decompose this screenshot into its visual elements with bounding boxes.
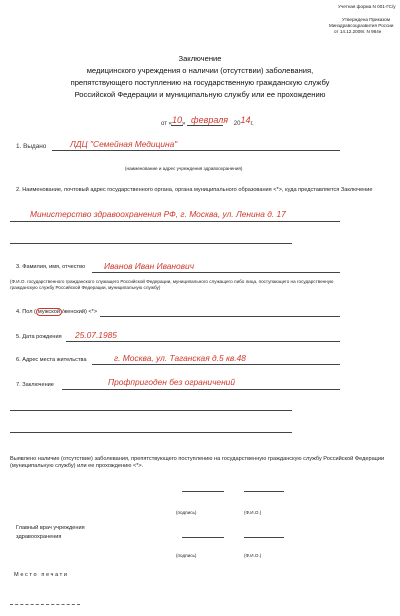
date-prefix: от « bbox=[161, 121, 172, 127]
recipient-value: Министерство здравоохранения РФ, г. Москва, ул. Ленина д. 17 bbox=[30, 209, 286, 219]
sex-male-option: мужской bbox=[37, 309, 60, 315]
sign1-name-caption: (Ф.И.О.) bbox=[244, 510, 262, 515]
date-month: февраля bbox=[191, 115, 229, 125]
sign2-caption: (подпись) bbox=[176, 553, 197, 558]
approval-line2: Минздравсоцразвития России bbox=[329, 23, 394, 28]
conclusion-underline2 bbox=[10, 410, 292, 411]
address-value: г. Москва, ул. Таганская д.5 кв.48 bbox=[114, 353, 246, 363]
conclusion-underline1 bbox=[62, 389, 340, 390]
issued-underline bbox=[52, 150, 340, 151]
issued-value: ЛДЦ "Семейная Медицина" bbox=[70, 139, 178, 149]
title-line2: медицинского учреждения о наличии (отсутствии) заболевания, bbox=[86, 66, 314, 75]
stamp-dashed-line bbox=[10, 604, 80, 605]
chief-label-line2: здравоохранения bbox=[16, 534, 62, 540]
date-year-prefix: 20 bbox=[233, 121, 241, 127]
conclusion-label: 7. Заключение bbox=[16, 382, 54, 388]
approval-line3: от 14.12.2009г. N 984н bbox=[334, 29, 382, 34]
sex-label-prefix: 4. Пол ( bbox=[16, 309, 36, 315]
name-caption: (Ф.И.О. государственного гражданского служащего Российской Федерации, муниципального служащего либо лица, поступающего на государственную гражданскую службу Российской Федерации, муниципальную службу) bbox=[10, 279, 334, 290]
address-underline bbox=[92, 364, 340, 365]
recipient-label: 2. Наименование, почтовый адрес государственного органа, органа муниципального образования <*>, куда представляется Заключение bbox=[16, 187, 373, 193]
sign2-name-caption: (Ф.И.О.) bbox=[244, 553, 262, 558]
conclusion-value: Профпригоден без ограничений bbox=[108, 377, 236, 387]
date-month-underline bbox=[187, 125, 223, 126]
name-underline bbox=[92, 272, 340, 273]
sign1-caption: (подпись) bbox=[176, 510, 197, 515]
title-line4: Российской Федерации и муниципальную службу или ее прохождению bbox=[74, 90, 326, 99]
date-year: 14 bbox=[240, 115, 251, 125]
date-day-underline bbox=[171, 125, 183, 126]
date-mid: » bbox=[181, 121, 186, 127]
conclusion-underline3 bbox=[10, 432, 292, 433]
sex-underline bbox=[100, 316, 340, 317]
chief-label-line1: Главный врач учреждения bbox=[16, 525, 85, 531]
issued-caption: (наименование и адрес учреждения здравоохранения) bbox=[125, 166, 243, 171]
date-day: 10 bbox=[171, 115, 182, 125]
finding-text: Выявлено наличие (отсутствие) заболевания, препятствующего поступлению на государственную гражданскую службу Российской Федерации (муниципальную службу) или ее прохождению <*>. bbox=[10, 456, 385, 469]
birth-value: 25.07.1985 bbox=[75, 330, 117, 340]
date-suffix: г. bbox=[250, 121, 254, 127]
sign1-name-line bbox=[244, 491, 284, 492]
address-label: 6. Адрес места жительства bbox=[16, 357, 87, 363]
title-line1: Заключение bbox=[178, 54, 222, 63]
stamp-label: Место печати bbox=[14, 572, 69, 578]
sign1-line bbox=[182, 491, 224, 492]
name-value: Иванов Иван Иванович bbox=[104, 261, 195, 271]
sex-label-suffix: /женский) <*> bbox=[61, 309, 98, 315]
title-line3: препятствующего поступлению на государственную гражданскую службу bbox=[70, 78, 330, 87]
sex-field bbox=[16, 309, 97, 316]
form-number: Учетная форма N 001-ГС/у bbox=[338, 4, 396, 9]
issued-label: 1. Выдано bbox=[16, 143, 47, 150]
birth-underline bbox=[66, 341, 340, 342]
name-label: 3. Фамилия, имя, отчество bbox=[16, 264, 86, 270]
approval-line1: Утверждена Приказом bbox=[342, 17, 391, 22]
sign2-line bbox=[182, 537, 224, 538]
recipient-underline1 bbox=[10, 221, 340, 222]
sign2-name-line bbox=[244, 537, 284, 538]
recipient-underline2 bbox=[10, 243, 292, 244]
birth-label: 5. Дата рождения bbox=[16, 334, 62, 340]
